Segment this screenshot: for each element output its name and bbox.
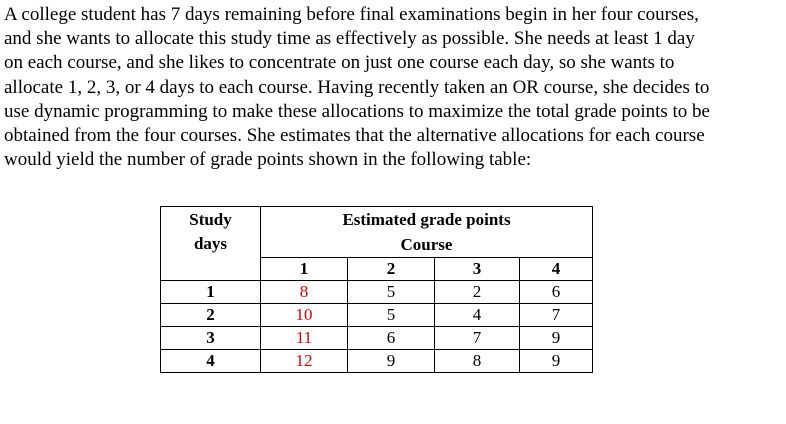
course-header: Course (261, 232, 593, 258)
grade-points-cell: 10 (261, 304, 348, 327)
estimated-grade-points-header: Estimated grade points (261, 207, 593, 233)
statement-line: A college student has 7 days remaining before final examinations begin in her four courses, (4, 4, 699, 25)
study-days-header-line2: days (193, 234, 228, 253)
course-number-row (161, 258, 593, 281)
course-number: 2 (348, 258, 435, 281)
grade-points-cell: 4 (435, 304, 520, 327)
table-row (161, 304, 593, 327)
grade-points-cell: 9 (520, 327, 593, 350)
statement-line: use dynamic programming to make these allocations to maximize the total grade points to be (4, 100, 710, 122)
study-days-value: 2 (161, 304, 261, 327)
grade-points-cell: 11 (261, 327, 348, 350)
grade-points-cell: 8 (435, 350, 520, 373)
course-number: 3 (435, 258, 520, 281)
grade-points-cell: 12 (261, 350, 348, 373)
table-row (161, 327, 593, 350)
study-days-value: 4 (161, 350, 261, 373)
statement-line: and she wants to allocate this study time as effectively as possible. She needs at least 1 day (4, 28, 695, 50)
empty-header-cell (161, 258, 261, 281)
study-days-header (161, 207, 261, 258)
statement-line: on each course, and she likes to concentrate on just one course each day, so she wants to (4, 52, 675, 74)
problem-statement (4, 3, 786, 172)
statement-line: would yield the number of grade points shown in the following table: (4, 149, 532, 171)
table-row (161, 350, 593, 373)
table-row (161, 281, 593, 304)
grade-points-cell: 7 (435, 327, 520, 350)
grade-points-cell: 5 (348, 304, 435, 327)
grade-points-table (160, 206, 593, 373)
course-number: 1 (261, 258, 348, 281)
grade-points-cell: 7 (520, 304, 593, 327)
grade-points-cell: 2 (435, 281, 520, 304)
statement-line: allocate 1, 2, 3, or 4 days to each course. Having recently taken an OR course, she decides to (4, 76, 710, 98)
study-days-value: 3 (161, 327, 261, 350)
grade-points-cell: 8 (261, 281, 348, 304)
grade-points-cell: 9 (348, 350, 435, 373)
grade-points-cell: 5 (348, 281, 435, 304)
grade-points-cell: 9 (520, 350, 593, 373)
statement-line: obtained from the four courses. She estimates that the alternative allocations for each course (4, 125, 705, 147)
study-days-header-line1: Study (189, 210, 232, 229)
grade-points-cell: 6 (348, 327, 435, 350)
grade-points-cell: 6 (520, 281, 593, 304)
study-days-value: 1 (161, 281, 261, 304)
course-number: 4 (520, 258, 593, 281)
